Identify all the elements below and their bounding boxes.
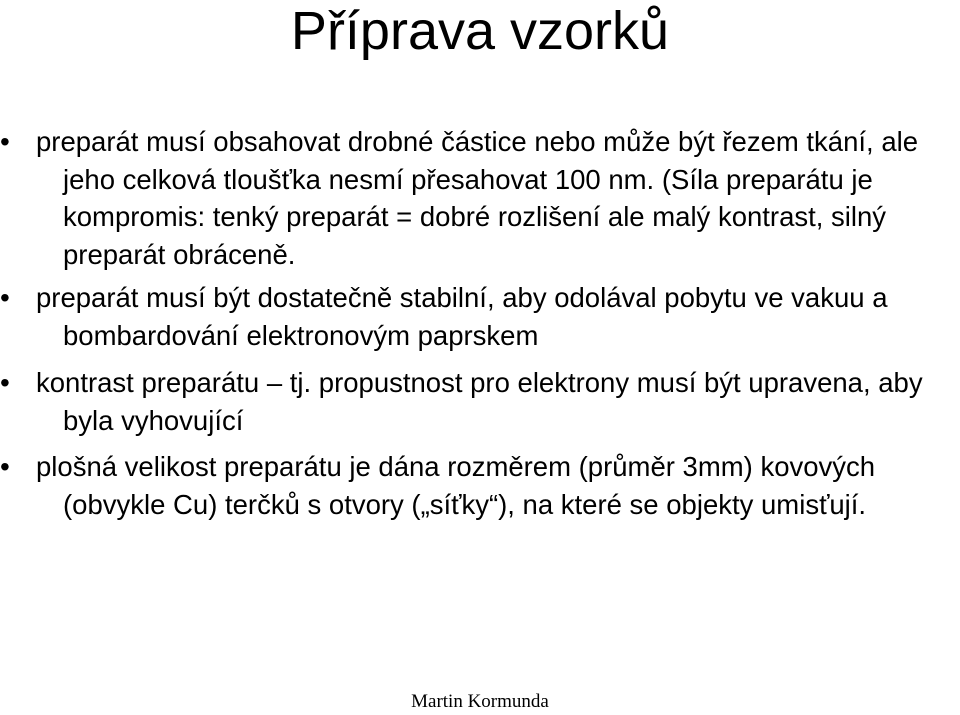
bullet-item [0,123,960,273]
bullet-icon: • [0,367,10,398]
bullet-item [0,279,960,354]
bullet-text: plošná velikost preparátu je dána rozměrem (průměr 3mm) kovových (obvykle Cu) terčků s otvory („síťky“), na které se objekty umisťují. [36,451,876,520]
footer-author: Martin Kormunda [411,691,549,712]
bullet-item [0,364,960,439]
bullet-item [0,448,960,523]
bullet-text: kontrast preparátu – tj. propustnost pro elektrony musí být upravena, aby byla vyhovující [36,367,923,436]
bullet-list [0,123,960,543]
bullet-icon: • [0,282,10,313]
bullet-icon: • [0,451,10,482]
slide-title: Příprava vzorků [290,1,670,61]
bullet-text: preparát musí obsahovat drobné částice nebo může být řezem tkání, ale jeho celková tloušťka nesmí přesahovat 100 nm. (Síla preparátu je kompromis: tenký preparát = dobré rozlišení ale malý kontrast, silný preparát obráceně. [36,126,919,270]
bullet-text: preparát musí být dostatečně stabilní, aby odolával pobytu ve vakuu a bombardování elektronovým paprskem [36,282,888,351]
bullet-icon: • [0,126,10,157]
